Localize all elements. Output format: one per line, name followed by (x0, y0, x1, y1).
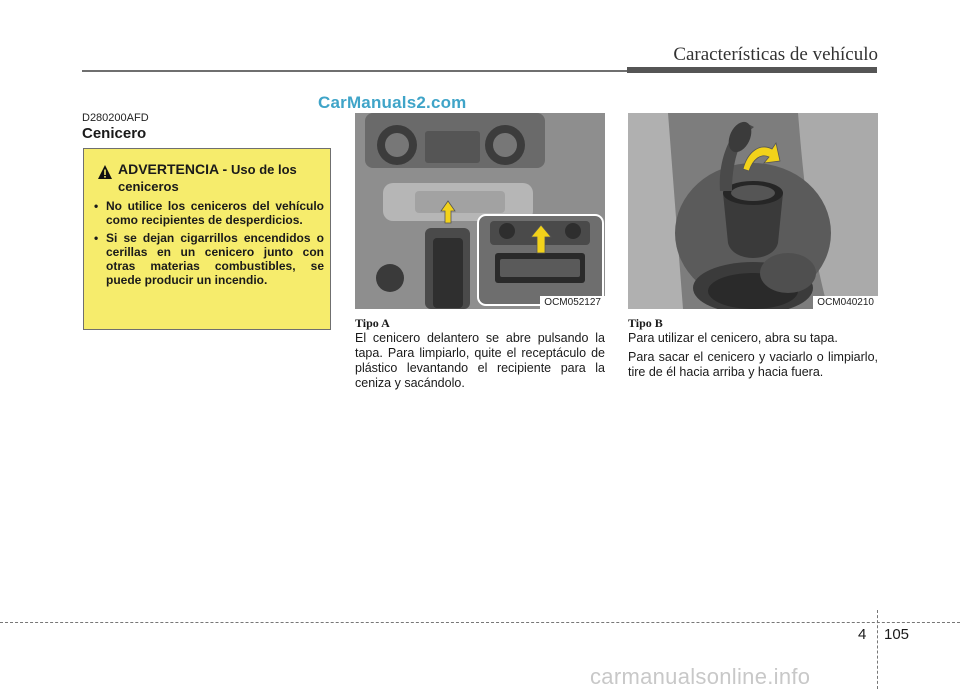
section-code: D280200AFD (82, 112, 149, 124)
warning-title-main: ADVERTENCIA - (118, 161, 232, 177)
caption-paragraph: El cenicero delantero se abre pulsando la tapa. Para limpiarlo, quite el receptáculo de plástico levantando el recipiente para la ceniza y sacándolo. (355, 331, 605, 390)
figure-caption (628, 331, 878, 384)
figure-caption-title: Tipo B (628, 316, 663, 330)
figure-caption-title: Tipo A (355, 316, 390, 330)
warning-box (83, 148, 331, 330)
header-rule-accent (627, 67, 877, 73)
cupholder-ashtray-illustration (628, 113, 878, 309)
section-title: Cenicero (82, 125, 147, 142)
warning-list (94, 199, 324, 291)
watermark-link[interactable]: CarManuals2.com (318, 93, 467, 112)
warning-title-sub: Uso de los ceniceros (118, 162, 297, 194)
caption-paragraph: Para utilizar el cenicero, abra su tapa. (628, 331, 838, 345)
footer-divider (877, 610, 878, 689)
site-watermark-link[interactable]: carmanualsonline.info (590, 664, 811, 689)
header-rule (82, 70, 627, 72)
footer-rule (0, 622, 960, 623)
page-header-title: Características de vehículo (673, 44, 878, 65)
figure-code: OCM040210 (813, 296, 878, 309)
figure-caption (355, 331, 605, 395)
figure-photo-tipo-b (628, 113, 878, 309)
figure-photo-tipo-a (355, 113, 605, 309)
chapter-number: 4 (858, 626, 867, 643)
warning-item: • No utilice los ceniceros del vehículo como recipientes de desperdicios. (94, 199, 324, 227)
center-console-ashtray-illustration (355, 113, 605, 309)
figure-code: OCM052127 (540, 296, 605, 309)
page-number: 105 (884, 626, 910, 643)
caption-paragraph: Para sacar el cenicero y vaciarlo o limpiarlo, tire de él hacia arriba y hacia fuera. (628, 350, 878, 379)
warning-item: • Si se dejan cigarrillos encendidos o cerillas en un cenicero junto con otras materias combustibles, se puede producir un incendio. (94, 231, 324, 287)
warning-title (118, 161, 328, 195)
warning-triangle-icon (97, 164, 113, 180)
